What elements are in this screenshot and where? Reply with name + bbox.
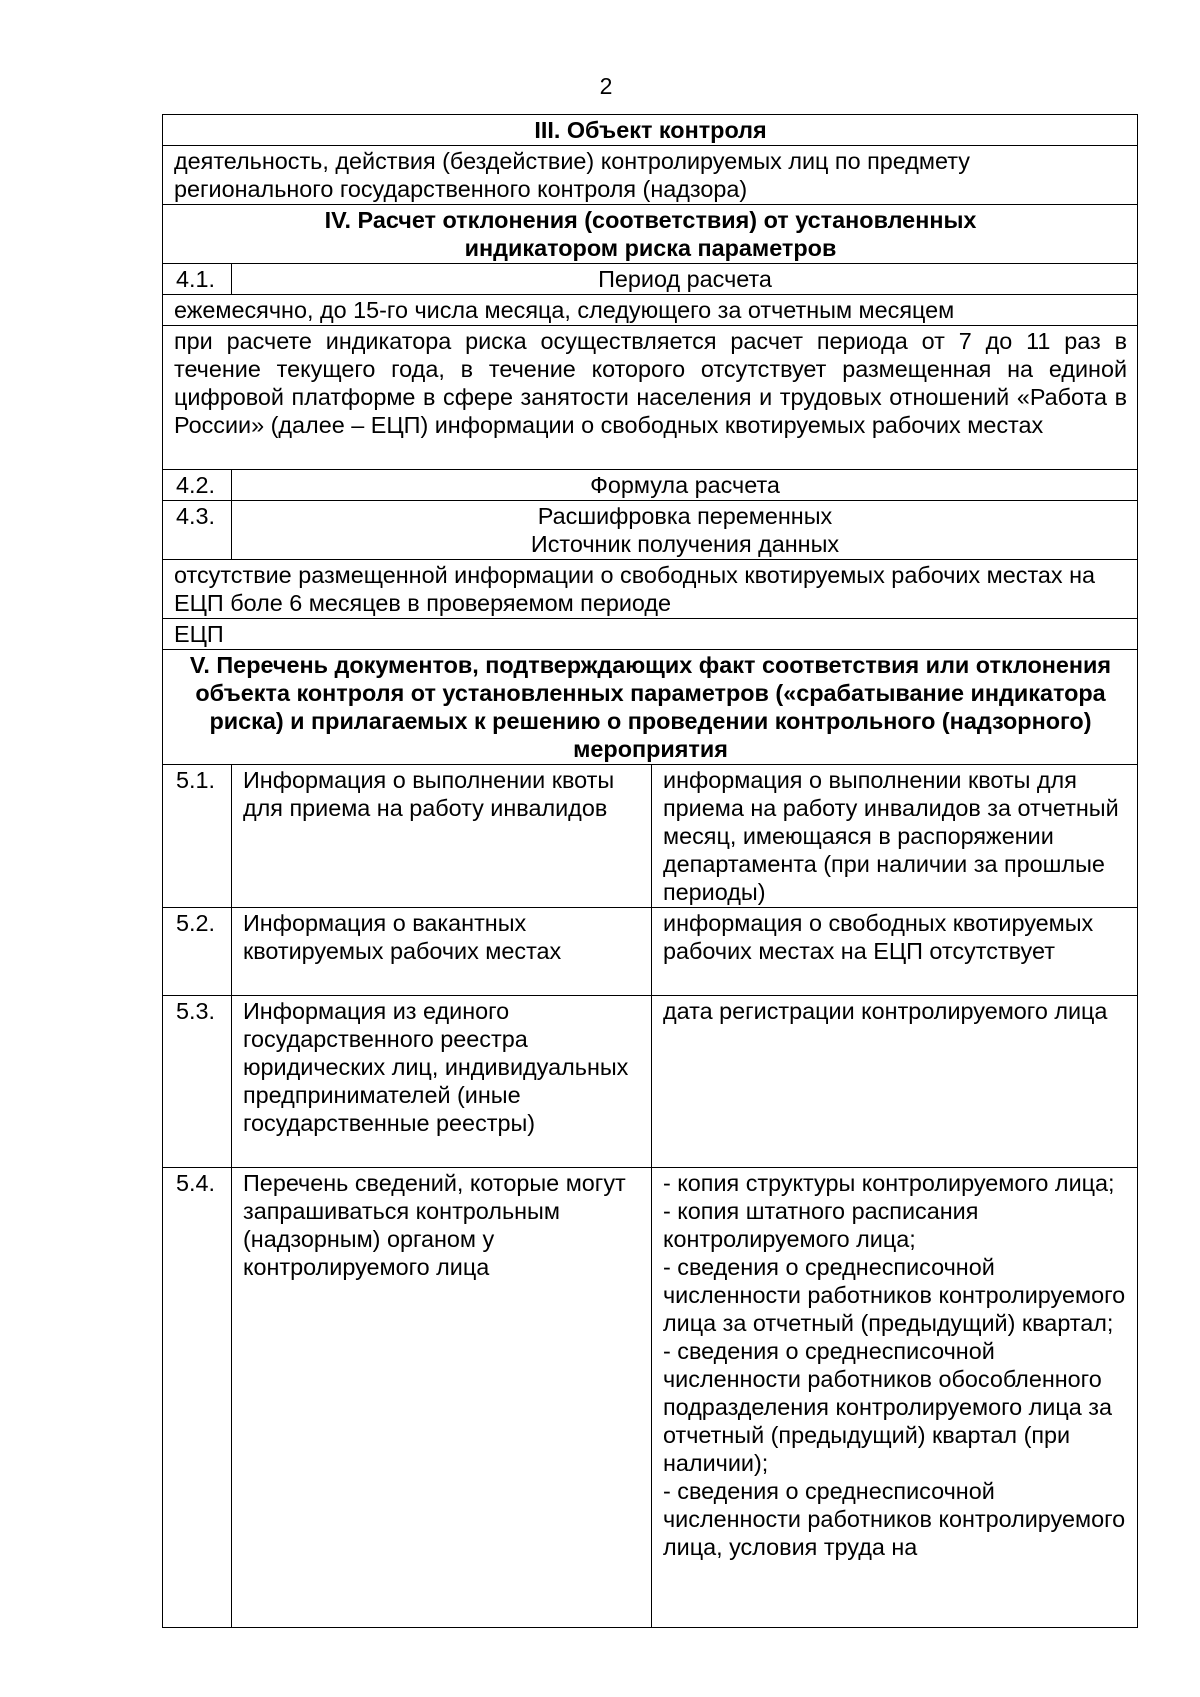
document-name: Информация из единого государственного реестра юридических лиц, индивидуальных предпринимателей (иные государственные реестры) bbox=[232, 996, 652, 1168]
document-description: - копия структуры контролируемого лица; - копия штатного расписания контролируемого лица; - сведения о среднесписочной численности работников контролируемого лица за отчетный (предыдущий) квартал; - сведения о среднесписочной численности работников обособленного подразделения контролируемого лица за отчетный (предыдущий) квартал (при наличии); - сведения о среднесписочной численности работников контролируемого лица, условия труда на bbox=[652, 1168, 1138, 1628]
row-label: Формула расчета bbox=[232, 470, 1138, 501]
row-label-line1: Расшифровка переменных bbox=[537, 503, 833, 529]
row-4-1 bbox=[163, 264, 1138, 295]
section3-title: III. Объект контроля bbox=[163, 115, 1138, 146]
table-row bbox=[163, 996, 1138, 1168]
row-number: 5.2. bbox=[163, 908, 232, 996]
period-text: ежемесячно, до 15-го числа месяца, следующего за отчетным месяцем bbox=[163, 295, 1138, 326]
row-number: 4.1. bbox=[163, 264, 232, 295]
section3-text: деятельность, действия (бездействие) контролируемых лиц по предмету регионального государственного контроля (надзора) bbox=[163, 146, 1138, 205]
row-number: 4.3. bbox=[163, 501, 232, 560]
section3-text-row bbox=[163, 146, 1138, 205]
row-label bbox=[232, 501, 1138, 560]
table-row bbox=[163, 765, 1138, 908]
row-4-3 bbox=[163, 501, 1138, 560]
calculation-text: при расчете индикатора риска осуществляется расчет периода от 7 до 11 раз в течение текущего года, в течение которого отсутствует размещенная на единой цифровой платформе в сфере занятости населения и трудовых отношений «Работа в России» (далее – ЕЦП) информации о свободных квотируемых рабочих местах bbox=[163, 326, 1138, 470]
source-text: ЕЦП bbox=[163, 619, 1138, 650]
variables-text: отсутствие размещенной информации о свободных квотируемых рабочих местах на ЕЦП боле 6 месяцев в проверяемом периоде bbox=[163, 560, 1138, 619]
document-name: Перечень сведений, которые могут запрашиваться контрольным (надзорным) органом у контролируемого лица bbox=[232, 1168, 652, 1628]
document-name: Информация о вакантных квотируемых рабочих местах bbox=[232, 908, 652, 996]
document-description: информация о свободных квотируемых рабочих местах на ЕЦП отсутствует bbox=[652, 908, 1138, 996]
row-4-2 bbox=[163, 470, 1138, 501]
document-description: дата регистрации контролируемого лица bbox=[652, 996, 1138, 1168]
row-number: 5.3. bbox=[163, 996, 232, 1168]
period-row bbox=[163, 295, 1138, 326]
document-name: Информация о выполнении квоты для приема на работу инвалидов bbox=[232, 765, 652, 908]
row-label-line2: Источник получения данных bbox=[530, 531, 840, 557]
calculation-row bbox=[163, 326, 1138, 470]
document-description: информация о выполнении квоты для приема на работу инвалидов за отчетный месяц, имеющаяся в распоряжении департамента (при наличии за прошлые периоды) bbox=[652, 765, 1138, 908]
section4-header-row bbox=[163, 205, 1138, 264]
row-number: 5.1. bbox=[163, 765, 232, 908]
control-table bbox=[162, 114, 1138, 1628]
row-number: 5.4. bbox=[163, 1168, 232, 1628]
table-row bbox=[163, 1168, 1138, 1628]
section4-title-line1: IV. Расчет отклонения (соответствия) от установленных bbox=[324, 207, 977, 233]
section5-title: V. Перечень документов, подтверждающих факт соответствия или отклонения объекта контроля от установленных параметров («срабатывание индикатора риска) и прилагаемых к решению о проведении контрольного (надзорного) мероприятия bbox=[163, 650, 1138, 765]
source-row bbox=[163, 619, 1138, 650]
row-number: 4.2. bbox=[163, 470, 232, 501]
variables-row bbox=[163, 560, 1138, 619]
section5-header-row bbox=[163, 650, 1138, 765]
section4-title bbox=[163, 205, 1138, 264]
table-row bbox=[163, 908, 1138, 996]
row-label: Период расчета bbox=[232, 264, 1138, 295]
section4-title-line2: индикатором риска параметров bbox=[464, 235, 837, 261]
section3-header-row bbox=[163, 115, 1138, 146]
page-number: 2 bbox=[599, 73, 613, 99]
